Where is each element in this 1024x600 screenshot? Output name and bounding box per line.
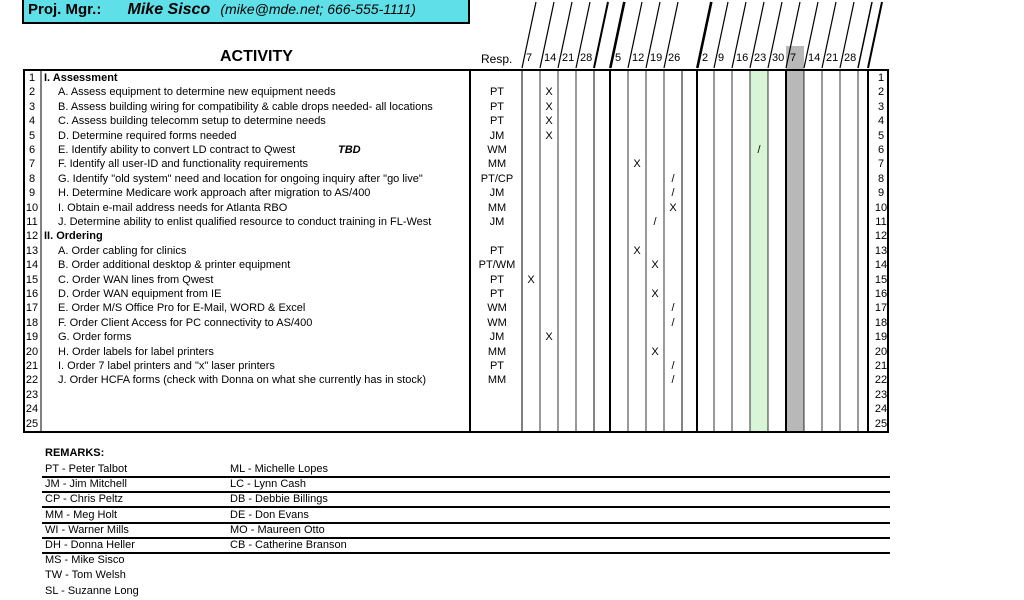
schedule-mark: /	[757, 144, 761, 156]
activity-text: D. Determine required forms needed	[58, 129, 237, 142]
activity-text: II. Ordering	[44, 230, 103, 243]
date-header: 30	[772, 52, 785, 64]
row-number-right: 1	[877, 72, 885, 84]
remark-entry: DE - Don Evans	[230, 508, 309, 521]
row-number-right: 18	[874, 316, 888, 329]
row-number: 11	[26, 216, 38, 228]
resp-code: JM	[489, 216, 505, 228]
schedule-mark: /	[671, 374, 675, 387]
row-number-right: 3	[877, 100, 885, 113]
row-number: 12	[25, 230, 39, 243]
activity-text: B. Assess building wiring for compatibility & cable drops needed- all locations	[58, 100, 433, 113]
pm-label: Proj. Mgr.:	[28, 1, 102, 18]
resp-code: MM	[487, 201, 507, 214]
remark-rule	[42, 491, 890, 493]
row-number: 22	[25, 374, 39, 387]
row-number: 3	[28, 100, 36, 113]
remark-entry: TW - Tom Welsh	[45, 569, 126, 582]
resp-code: PT	[489, 360, 505, 372]
schedule-mark: X	[545, 115, 553, 128]
schedule-mark: X	[527, 273, 535, 286]
schedule-mark: /	[671, 360, 675, 372]
date-header: 2	[702, 52, 709, 64]
resp-code: MM	[487, 345, 507, 358]
row-number: 13	[25, 244, 39, 257]
row-number: 17	[25, 302, 39, 315]
schedule-mark: X	[545, 86, 553, 99]
schedule-mark: X	[651, 259, 659, 272]
date-header: 21	[826, 52, 839, 64]
activity-text: B. Order additional desktop & printer equipment	[58, 259, 291, 272]
schedule-mark: X	[633, 244, 641, 257]
resp-code: PT	[489, 100, 505, 113]
row-number: 9	[28, 187, 36, 200]
date-header: 19	[650, 52, 663, 64]
date-header: 5	[615, 52, 622, 64]
activity-text: G. Identify "old system" need and location for ongoing inquiry after "go live"	[58, 172, 423, 185]
row-number-right: 22	[874, 374, 888, 387]
row-number-right: 10	[874, 201, 888, 214]
remark-entry: DH - Donna Heller	[45, 539, 135, 551]
highlight-column-7	[786, 46, 804, 432]
remark-entry: DB - Debbie Billings	[230, 493, 328, 506]
activity-text: E. Identify ability to convert LD contract to Qwest	[58, 144, 296, 156]
schedule-mark: X	[545, 331, 553, 344]
remark-entry: SL - Suzanne Long	[45, 584, 139, 597]
row-number: 7	[28, 158, 36, 171]
resp-code: PT/WM	[478, 259, 516, 272]
resp-code: PT	[489, 115, 505, 128]
date-header: 26	[668, 52, 681, 64]
activity-text: F. Order Client Access for PC connectivity to AS/400	[58, 316, 313, 329]
row-number: 18	[25, 316, 39, 329]
row-number-right: 6	[877, 144, 885, 156]
resp-code: JM	[489, 331, 505, 344]
row-number-right: 25	[874, 417, 888, 430]
activity-text: I. Obtain e-mail address needs for Atlanta RBO	[58, 201, 288, 214]
schedule-mark: /	[671, 187, 675, 200]
resp-code: PT	[489, 244, 505, 257]
row-number: 16	[25, 288, 39, 300]
date-header: 7	[790, 52, 797, 64]
row-number: 10	[25, 201, 39, 214]
resp-code: WM	[487, 302, 507, 315]
activity-text: D. Order WAN equipment from IE	[58, 288, 222, 300]
row-number-right: 11	[875, 216, 887, 228]
row-number: 19	[25, 331, 39, 344]
resp-code: MM	[487, 374, 507, 387]
date-header: 12	[632, 52, 645, 64]
schedule-mark: X	[545, 129, 553, 142]
remark-rule	[42, 522, 890, 524]
remark-rule	[42, 552, 890, 554]
row-number-right: 14	[874, 259, 888, 272]
activity-text: C. Order WAN lines from Qwest	[58, 273, 214, 286]
schedule-mark: X	[651, 345, 659, 358]
row-number: 21	[25, 360, 39, 372]
row-number-right: 23	[874, 388, 888, 401]
date-header: 9	[718, 52, 725, 64]
row-number-right: 20	[874, 345, 888, 358]
resp-code: JM	[489, 187, 505, 200]
remark-entry: WI - Warner Mills	[45, 523, 129, 536]
row-number: 2	[28, 86, 36, 99]
highlight-column-23	[750, 70, 768, 432]
row-number-right: 2	[877, 86, 885, 99]
row-number: 24	[25, 403, 39, 416]
date-header: 14	[544, 52, 557, 64]
remark-entry: ML - Michelle Lopes	[230, 463, 329, 475]
schedule-mark: /	[671, 172, 675, 185]
tbd-label: TBD	[338, 144, 361, 156]
schedule-mark: /	[653, 216, 657, 228]
resp-code: PT	[489, 86, 505, 99]
activity-text: I. Assessment	[44, 72, 118, 84]
pm-contact: (mike@mde.net; 666-555-1111)	[220, 1, 416, 17]
date-header: 14	[808, 52, 821, 64]
row-number-right: 5	[877, 129, 885, 142]
date-header: 7	[526, 52, 533, 64]
remark-rule	[42, 537, 890, 539]
activity-text: H. Determine Medicare work approach after migration to AS/400	[58, 187, 371, 200]
remark-entry: PT - Peter Talbot	[45, 463, 128, 475]
resp-code: PT	[489, 288, 505, 300]
activity-text: H. Order labels for label printers	[58, 345, 214, 358]
remarks-title: REMARKS:	[45, 447, 105, 459]
remark-rule	[42, 476, 890, 478]
row-number: 8	[28, 172, 36, 185]
row-number: 25	[25, 417, 39, 430]
row-number-right: 15	[874, 273, 888, 286]
activity-text: A. Order cabling for clinics	[58, 244, 187, 257]
header-slant-line	[594, 2, 608, 68]
remark-entry: JM - Jim Mitchell	[45, 478, 127, 491]
row-number: 5	[28, 129, 36, 142]
remark-entry: CP - Chris Peltz	[45, 493, 124, 506]
row-number-right: 24	[874, 403, 888, 416]
schedule-mark: X	[651, 288, 659, 300]
activity-text: I. Order 7 label printers and "x" laser printers	[58, 360, 275, 372]
row-number-right: 21	[874, 360, 888, 372]
row-number: 23	[25, 388, 39, 401]
row-number: 20	[25, 345, 39, 358]
date-header: 28	[580, 52, 593, 64]
row-number-right: 7	[877, 158, 885, 171]
resp-code: WM	[487, 144, 507, 156]
row-number-right: 9	[877, 187, 885, 200]
schedule-mark: X	[545, 100, 553, 113]
schedule-mark: /	[671, 302, 675, 315]
date-header: 28	[844, 52, 857, 64]
date-header: 16	[736, 52, 749, 64]
activity-text: J. Order HCFA forms (check with Donna on what she currently has in stock)	[58, 374, 427, 387]
row-number-right: 19	[874, 331, 888, 344]
resp-code: MM	[487, 158, 507, 171]
resp-code: JM	[489, 129, 505, 142]
date-header: 21	[562, 52, 575, 64]
date-header: 23	[754, 52, 767, 64]
row-number: 14	[25, 259, 39, 272]
remark-rule	[42, 506, 890, 508]
remark-entry: MM - Meg Holt	[45, 508, 118, 521]
resp-code: WM	[487, 316, 507, 329]
row-number: 1	[28, 72, 36, 84]
row-number: 15	[25, 273, 39, 286]
resp-column-title: Resp.	[481, 52, 513, 66]
activity-text: E. Order M/S Office Pro for E-Mail, WORD & Excel	[58, 302, 306, 315]
row-number-right: 12	[874, 230, 888, 243]
activity-text: F. Identify all user-ID and functionality requirements	[58, 158, 309, 171]
row-number: 6	[28, 144, 36, 156]
row-number: 4	[28, 115, 36, 128]
activity-column-title: ACTIVITY	[220, 48, 293, 65]
activity-text: C. Assess building telecomm setup to determine needs	[58, 115, 326, 128]
row-number-right: 17	[874, 302, 888, 315]
schedule-mark: X	[669, 201, 677, 214]
remark-entry: MO - Maureen Otto	[230, 523, 325, 536]
remark-entry: MS - Mike Sisco	[45, 554, 125, 567]
pm-name: Mike Sisco	[127, 1, 211, 18]
remark-entry: CB - Catherine Branson	[230, 539, 347, 551]
schedule-mark: X	[633, 158, 641, 171]
remark-entry: LC - Lynn Cash	[230, 478, 307, 491]
activity-text: G. Order forms	[58, 331, 132, 344]
activity-text: A. Assess equipment to determine new equipment needs	[58, 86, 336, 99]
row-number-right: 8	[877, 172, 885, 185]
schedule-mark: /	[671, 316, 675, 329]
resp-code: PT	[489, 273, 505, 286]
activity-text: J. Determine ability to enlist qualified resource to conduct training in FL-West	[58, 216, 432, 228]
row-number-right: 13	[874, 244, 888, 257]
resp-code: PT/CP	[480, 172, 514, 185]
row-number-right: 4	[877, 115, 885, 128]
row-number-right: 16	[874, 288, 888, 300]
